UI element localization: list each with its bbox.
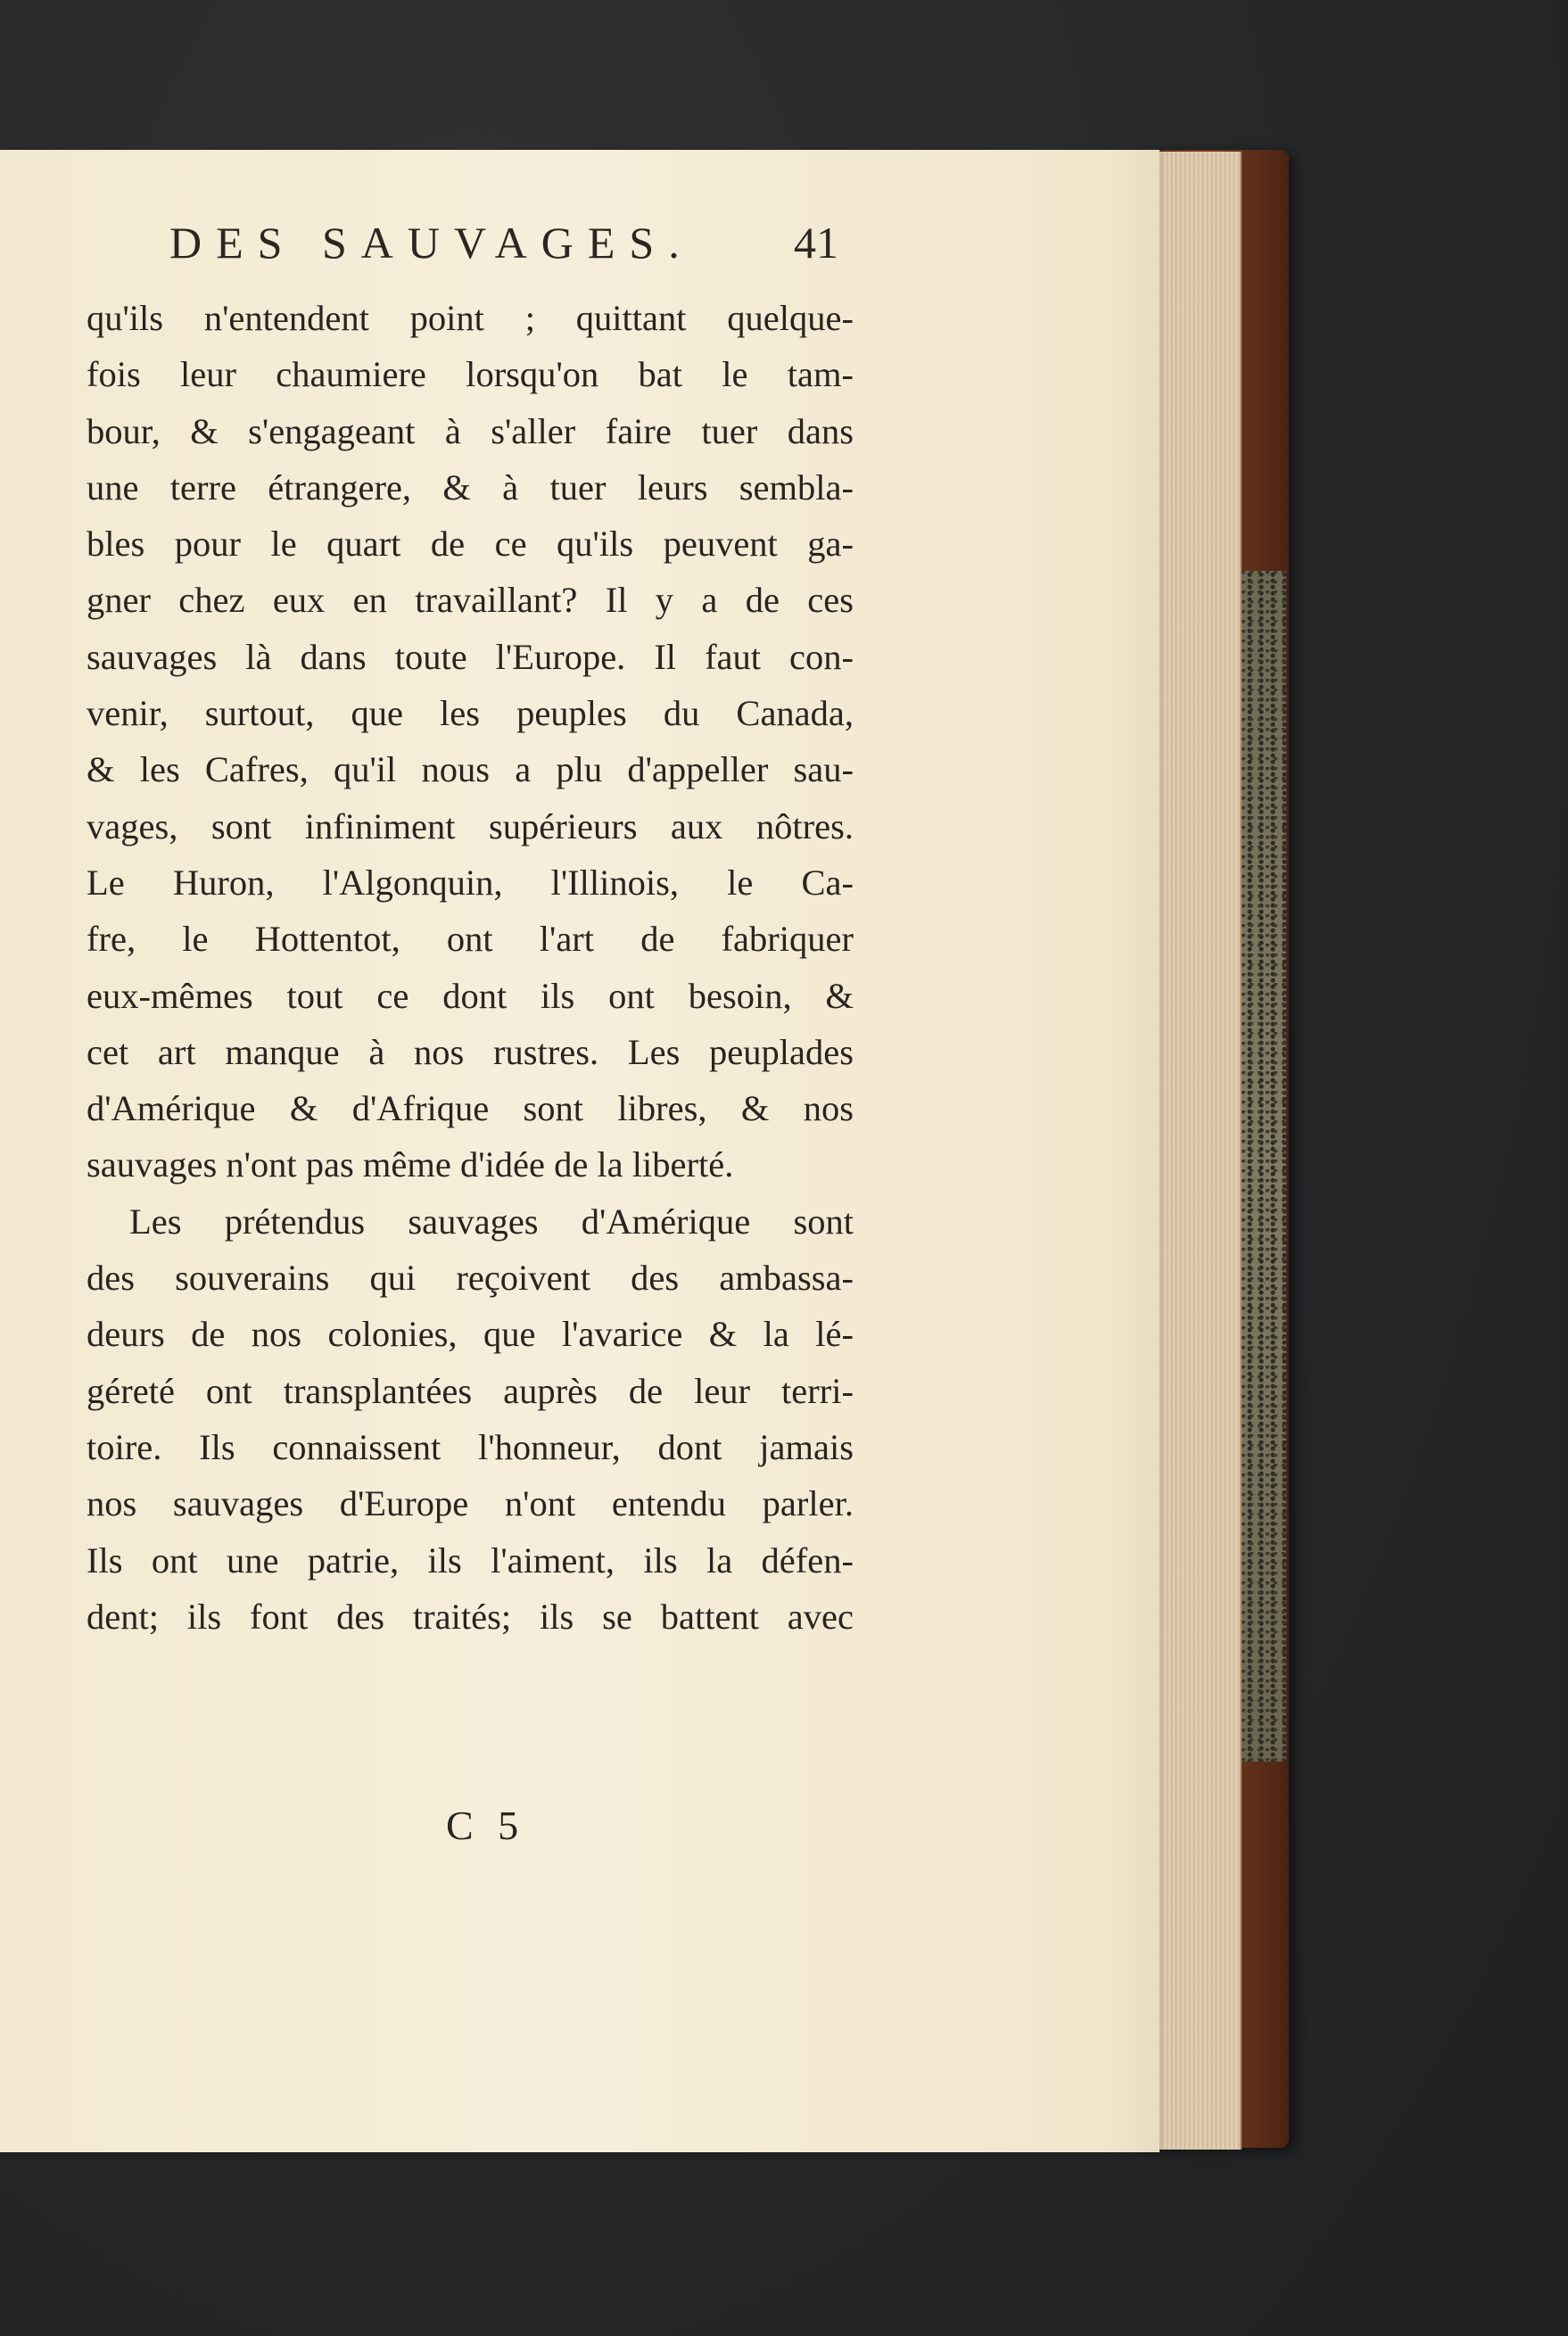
page-number: 41 — [794, 218, 838, 268]
text-line: deurs de nos colonies, que l'avarice & la lé- — [87, 1314, 854, 1355]
text-line: Ils ont une patrie, ils l'aiment, ils la défen- — [87, 1539, 854, 1581]
body-text — [87, 290, 854, 1645]
marbled-cover-strip — [1242, 571, 1286, 1762]
page-stack-edge — [1151, 152, 1242, 2150]
text-line: des souverains qui reçoivent des ambassa- — [87, 1258, 854, 1299]
text-line: cet art manque à nos rustres. Les peuplades — [87, 1031, 854, 1072]
text-line: dent; ils font des traités; ils se battent avec — [87, 1596, 854, 1637]
text-line: vages, sont infiniment supérieurs aux nôtres. — [87, 805, 854, 846]
text-line: qu'ils n'entendent point ; quittant quelque- — [87, 298, 854, 338]
text-line: venir, surtout, que les peuples du Canada, — [87, 693, 854, 734]
text-line: sauvages n'ont pas même d'idée de la liberté. — [87, 1144, 734, 1185]
text-line: gner chez eux en travaillant? Il y a de ces — [87, 580, 854, 621]
text-line: fois leur chaumiere lorsqu'on bat le tam- — [87, 354, 854, 395]
text-line: bles pour le quart de ce qu'ils peuvent ga- — [87, 524, 854, 565]
text-line: géreté ont transplantées auprès de leur terri- — [87, 1370, 854, 1411]
text-line: & les Cafres, qu'il nous a plu d'appeller sau- — [87, 749, 854, 790]
running-head: DES SAUVAGES. — [169, 218, 694, 268]
text-line: Les prétendus sauvages d'Amérique sont — [129, 1201, 854, 1242]
text-line: fre, le Hottentot, ont l'art de fabriquer — [87, 919, 854, 960]
text-line: bour, & s'engageant à s'aller faire tuer dans — [87, 410, 854, 451]
text-line: sauvages là dans toute l'Europe. Il faut con- — [87, 636, 854, 677]
text-line: eux-mêmes tout ce dont ils ont besoin, & — [87, 975, 854, 1016]
text-line: nos sauvages d'Europe n'ont entendu parler. — [87, 1483, 854, 1524]
signature-mark: C 5 — [446, 1803, 526, 1848]
text-line: toire. Ils connaissent l'honneur, dont jamais — [87, 1426, 854, 1467]
text-line: une terre étrangere, & à tuer leurs sembla- — [87, 466, 854, 508]
text-line: Le Huron, l'Algonquin, l'Illinois, le Ca- — [87, 862, 854, 903]
text-line: d'Amérique & d'Afrique sont libres, & nos — [87, 1088, 854, 1129]
